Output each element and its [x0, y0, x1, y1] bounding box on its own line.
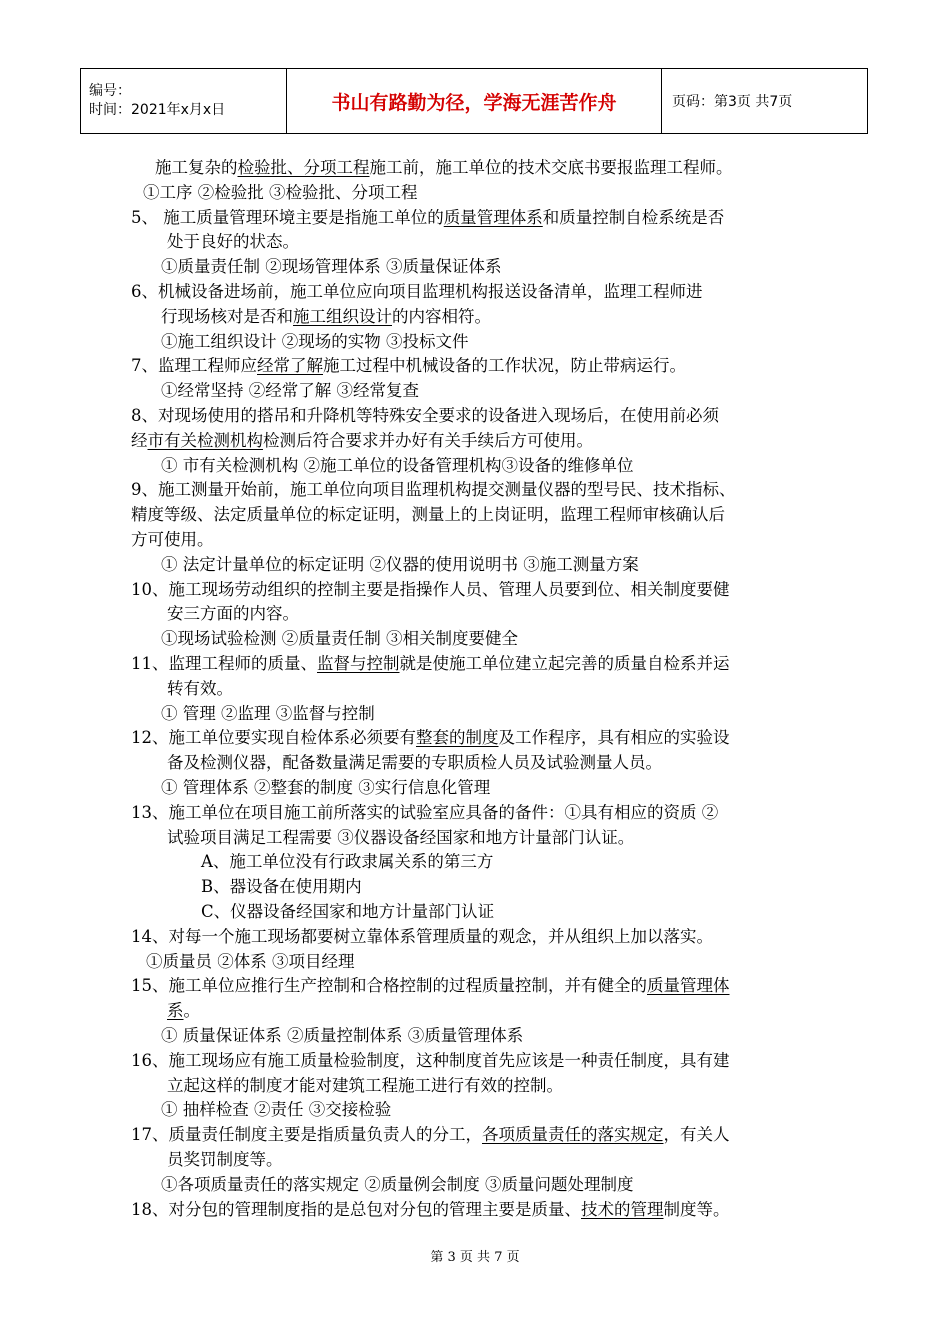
text-line — [155, 156, 733, 180]
text-line — [146, 950, 355, 974]
text-line — [167, 999, 200, 1023]
text-line — [131, 429, 593, 453]
text-line — [161, 776, 490, 800]
text-line — [161, 1173, 634, 1197]
text-segment: 试验项目满足工程需要 ③仪器设备经国家和地方计量部门认证。 — [167, 827, 635, 847]
text-segment: 就是使施工单位建立起完善的质量自检系并运 — [399, 654, 730, 673]
text-segment: ① 法定计量单位的标定证明 ②仪器的使用说明书 ③施工测量方案 — [161, 554, 639, 574]
text-segment: 17、质量责任制度主要是指质量负责人的分工， — [131, 1125, 482, 1145]
text-line — [131, 503, 725, 527]
text-line — [161, 255, 502, 279]
text-line — [131, 726, 730, 750]
text-segment: 11、监理工程师的质量、 — [131, 654, 317, 673]
text-segment: 备及检测仪器，配备数量满足需要的专职质检人员及试验测量人员。 — [167, 753, 662, 773]
text-line — [161, 627, 518, 651]
text-segment: 安三方面的内容。 — [167, 604, 299, 624]
text-segment: ① 市有关检测机构 ②施工单位的设备管理机构③设备的维修单位 — [161, 455, 634, 475]
text-segment: 精度等级、法定质量单位的标定证明，测量上的上岗证明，监理工程师审核确认后 — [131, 505, 725, 525]
underlined-answer: 整套的制度 — [416, 728, 499, 748]
text-segment: ①质量员 ②体系 ③项目经理 — [146, 951, 355, 971]
text-segment: 16、施工现场应有施工质量检验制度，这种制度首先应该是一种责任制度，具有建 — [131, 1050, 730, 1070]
text-line — [131, 354, 686, 378]
underlined-answer: 检验批、分项工程 — [237, 158, 370, 177]
text-segment: 经 — [131, 430, 148, 450]
text-segment: C、仪器设备经国家和地方计量部门认证 — [201, 902, 495, 921]
text-segment: 施工过程中机械设备的工作状况，防止带病运行。 — [323, 356, 686, 376]
text-line — [167, 602, 299, 626]
document-header — [80, 68, 868, 134]
text-segment: 7、监理工程师应 — [131, 356, 257, 376]
underlined-answer: 技术的管理 — [581, 1199, 664, 1219]
text-segment: 方可使用。 — [131, 530, 214, 549]
underlined-answer: 质量管理体 — [647, 976, 730, 996]
text-line — [161, 702, 375, 726]
text-line — [201, 850, 493, 874]
text-segment: 转有效。 — [167, 678, 233, 698]
text-segment: ，有关人 — [663, 1125, 730, 1145]
underlined-answer: 各项质量责任的落实规定 — [482, 1125, 664, 1145]
text-segment: 的内容相符。 — [392, 306, 491, 326]
text-segment: A、施工单位没有行政隶属关系的第三方 — [201, 852, 494, 872]
text-segment: 施工复杂的 — [155, 158, 238, 177]
text-segment: 14、对每一个施工现场都要树立靠体系管理质量的观念，并从组织上加以落实。 — [131, 926, 713, 946]
text-segment: 制度等。 — [663, 1199, 730, 1219]
text-segment: ①经常坚持 ②经常了解 ③经常复查 — [161, 381, 419, 401]
text-segment: 行现场核对是否和 — [161, 306, 293, 326]
text-line — [161, 379, 419, 403]
text-line — [131, 1123, 730, 1147]
text-segment: ①工序 ②检验批 ③检验批、分项工程 — [143, 182, 418, 202]
underlined-answer: 施工组织设计 — [293, 306, 392, 326]
document-time-label: 时间：2021年x月x日 — [89, 102, 226, 118]
text-line — [161, 1024, 523, 1048]
text-segment: 6、机械设备进场前，施工单位应向项目监理机构报送设备清单，监理工程师进 — [131, 282, 703, 301]
text-line — [131, 478, 736, 502]
text-segment: 处于良好的状态。 — [167, 232, 299, 252]
text-line — [161, 454, 634, 478]
text-segment: ①现场试验检测 ②质量责任制 ③相关制度要健全 — [161, 629, 518, 649]
text-line — [161, 1098, 391, 1122]
text-segment: 9、施工测量开始前，施工单位向项目监理机构提交测量仪器的型号民、技术指标、 — [131, 480, 736, 500]
text-line — [131, 652, 730, 676]
header-motto: 书山有路勤为径，学海无涯苦作舟 — [287, 69, 662, 134]
text-line — [161, 330, 469, 354]
text-segment: 。 — [183, 1001, 200, 1021]
document-number-label: 编号： — [89, 83, 131, 99]
text-segment: B、器设备在使用期内 — [201, 877, 362, 897]
text-segment: 18、对分包的管理制度指的是总包对分包的管理主要是质量、 — [131, 1199, 581, 1219]
text-line — [167, 1074, 563, 1098]
text-segment: 检测后符合要求并办好有关手续后方可使用。 — [263, 430, 593, 450]
text-segment: 13、施工单位在项目施工前所落实的试验室应具备的备件：①具有相应的资质 ② — [131, 802, 719, 822]
underlined-answer: 监督与控制 — [317, 654, 400, 673]
text-line — [131, 206, 724, 230]
text-segment: ①施工组织设计 ②现场的实物 ③投标文件 — [161, 331, 469, 351]
text-line — [161, 305, 491, 329]
text-line — [131, 925, 713, 949]
text-segment: ①质量责任制 ②现场管理体系 ③质量保证体系 — [161, 257, 502, 277]
text-segment: ① 管理体系 ②整套的制度 ③实行信息化管理 — [161, 778, 491, 797]
text-segment: ① 质量保证体系 ②质量控制体系 ③质量管理体系 — [161, 1026, 524, 1045]
text-segment: 10、施工现场劳动组织的控制主要是指操作人员、管理人员要到位、相关制度要健 — [131, 579, 730, 599]
header-meta — [81, 69, 287, 134]
text-line — [131, 528, 214, 552]
text-line — [143, 181, 418, 205]
text-segment: 及工作程序，具有相应的实验设 — [498, 728, 730, 748]
text-line — [167, 826, 634, 850]
text-line — [201, 875, 362, 899]
text-line — [131, 1049, 730, 1073]
text-line — [131, 1198, 730, 1222]
header-page-number: 页码：第3页 共7页 — [662, 69, 868, 134]
text-line — [167, 751, 662, 775]
text-line — [161, 553, 639, 577]
text-segment: 立起这样的制度才能对建筑工程施工进行有效的控制。 — [167, 1075, 563, 1095]
underlined-answer: 质量管理体系 — [443, 207, 543, 227]
text-segment: ① 管理 ②监理 ③监督与控制 — [161, 703, 375, 723]
underlined-answer: 系 — [167, 1001, 184, 1021]
text-segment: ① 抽样检查 ②责任 ③交接检验 — [161, 1100, 392, 1120]
text-segment: 15、施工单位应推行生产控制和合格控制的过程质量控制，并有健全的 — [131, 976, 647, 996]
text-segment: 8、对现场使用的搭吊和升降机等特殊安全要求的设备进入现场后，在使用前必须 — [131, 406, 719, 425]
text-segment: 员奖罚制度等。 — [167, 1150, 283, 1169]
text-segment: ①各项质量责任的落实规定 ②质量例会制度 ③质量问题处理制度 — [161, 1174, 634, 1194]
text-line — [201, 900, 494, 924]
text-segment: 12、施工单位要实现自检体系必须要有 — [131, 728, 416, 748]
text-line — [131, 280, 703, 304]
text-line — [131, 404, 719, 428]
page-footer: 第 3 页 共 7 页 — [430, 1250, 520, 1265]
text-segment: 5、 施工质量管理环境主要是指施工单位的 — [131, 207, 444, 227]
text-segment: 施工前，施工单位的技术交底书要报监理工程师。 — [369, 158, 733, 177]
underlined-answer: 市有关检测机构 — [147, 430, 263, 450]
underlined-answer: 经常了解 — [257, 356, 323, 376]
text-line — [131, 974, 730, 998]
text-line — [167, 1148, 283, 1172]
text-segment: 和质量控制自检系统是否 — [542, 207, 725, 227]
text-line — [131, 578, 730, 602]
text-line — [167, 677, 233, 701]
text-line — [167, 230, 299, 254]
text-line — [131, 801, 718, 825]
